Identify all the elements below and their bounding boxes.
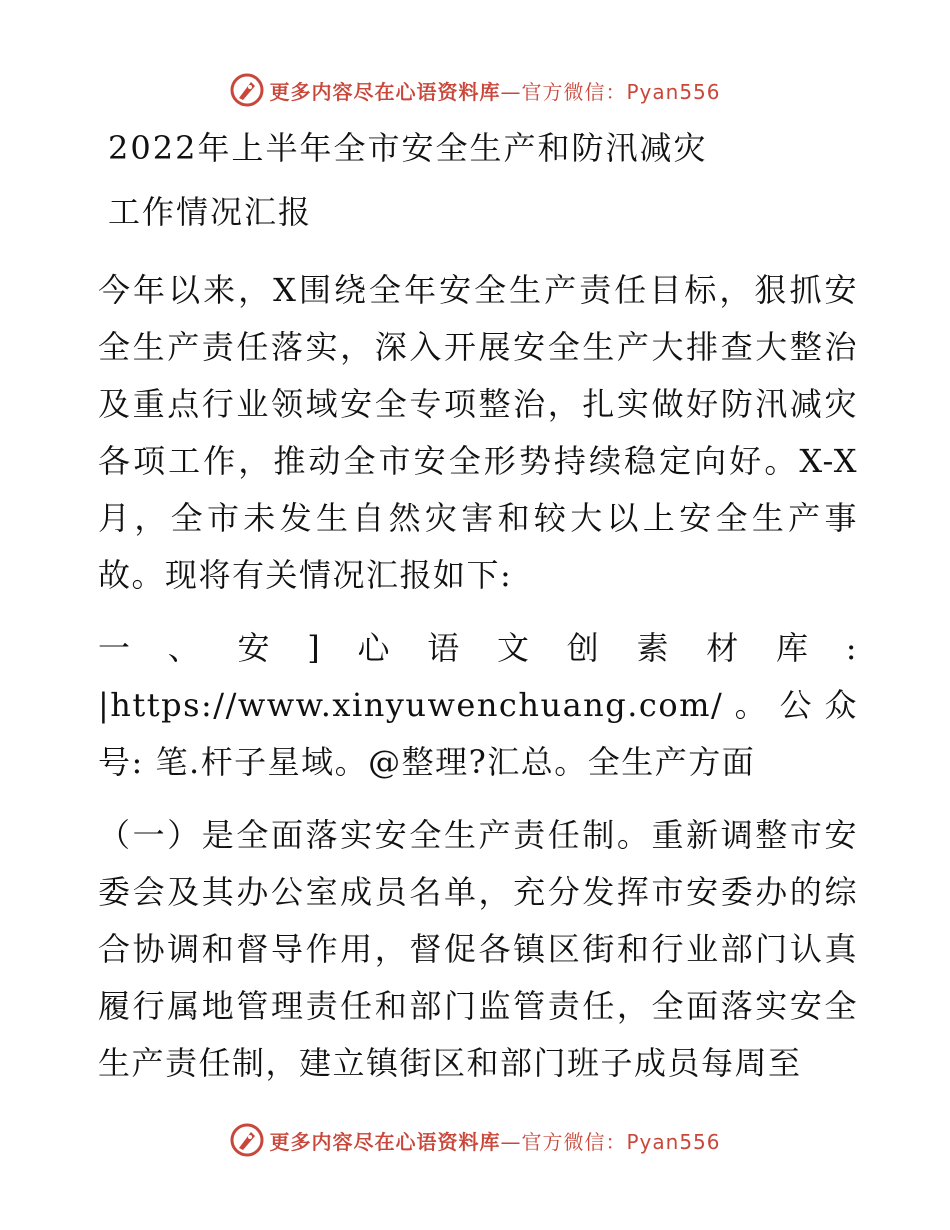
watermark-id: Pyan556: [626, 1129, 721, 1154]
paragraph-subsection-one: （一）是全面落实安全生产责任制。重新调整市安委会及其办公室成员名单，充分发挥市安委办的综合协调和督导作用，督促各镇区街和行业部门认真履行属地管理责任和部门监管责任，全面落实安全生产责任制，建立镇街区和部门班子成员每周至: [98, 816, 858, 1082]
document-title: 2022年上半年全市安全生产和防汛减灾: [108, 129, 708, 167]
watermark-text: [269, 1126, 720, 1155]
watermark-brand: 更多内容尽在心语资料库: [269, 1129, 501, 1154]
pen-nib-logo-icon: [229, 72, 265, 108]
watermark-suffix: 官方微信：: [521, 1129, 627, 1154]
watermark-separator: —: [500, 1129, 522, 1154]
paragraph-intro: 今年以来，X围绕全年安全生产责任目标，狠抓安全生产责任落实，深入开展安全生产大排查大整治及重点行业领域安全专项整治，扎实做好防汛减灾各项工作，推动全市安全形势持续稳定向好。X-X月，全市未发生自然灾害和较大以上安全生产事故。现将有关情况汇报如下:: [98, 271, 858, 594]
document-subtitle: 工作情况汇报: [108, 193, 313, 231]
watermark-text: [269, 76, 720, 105]
pen-nib-logo-icon: [229, 1122, 265, 1158]
document-body: [98, 120, 858, 1108]
header-watermark: [0, 70, 950, 110]
paragraph-section-one: 一、安]心语文创素材库: |https://www.xinyuwenchuang.com/。公众号: 笔.杆子星域。@整理?汇总。全生产方面: [98, 629, 858, 781]
watermark-brand: 更多内容尽在心语资料库: [269, 79, 501, 104]
footer-watermark: [0, 1120, 950, 1160]
watermark-suffix: 官方微信：: [521, 79, 627, 104]
watermark-id: Pyan556: [626, 79, 721, 104]
watermark-separator: —: [500, 79, 522, 104]
